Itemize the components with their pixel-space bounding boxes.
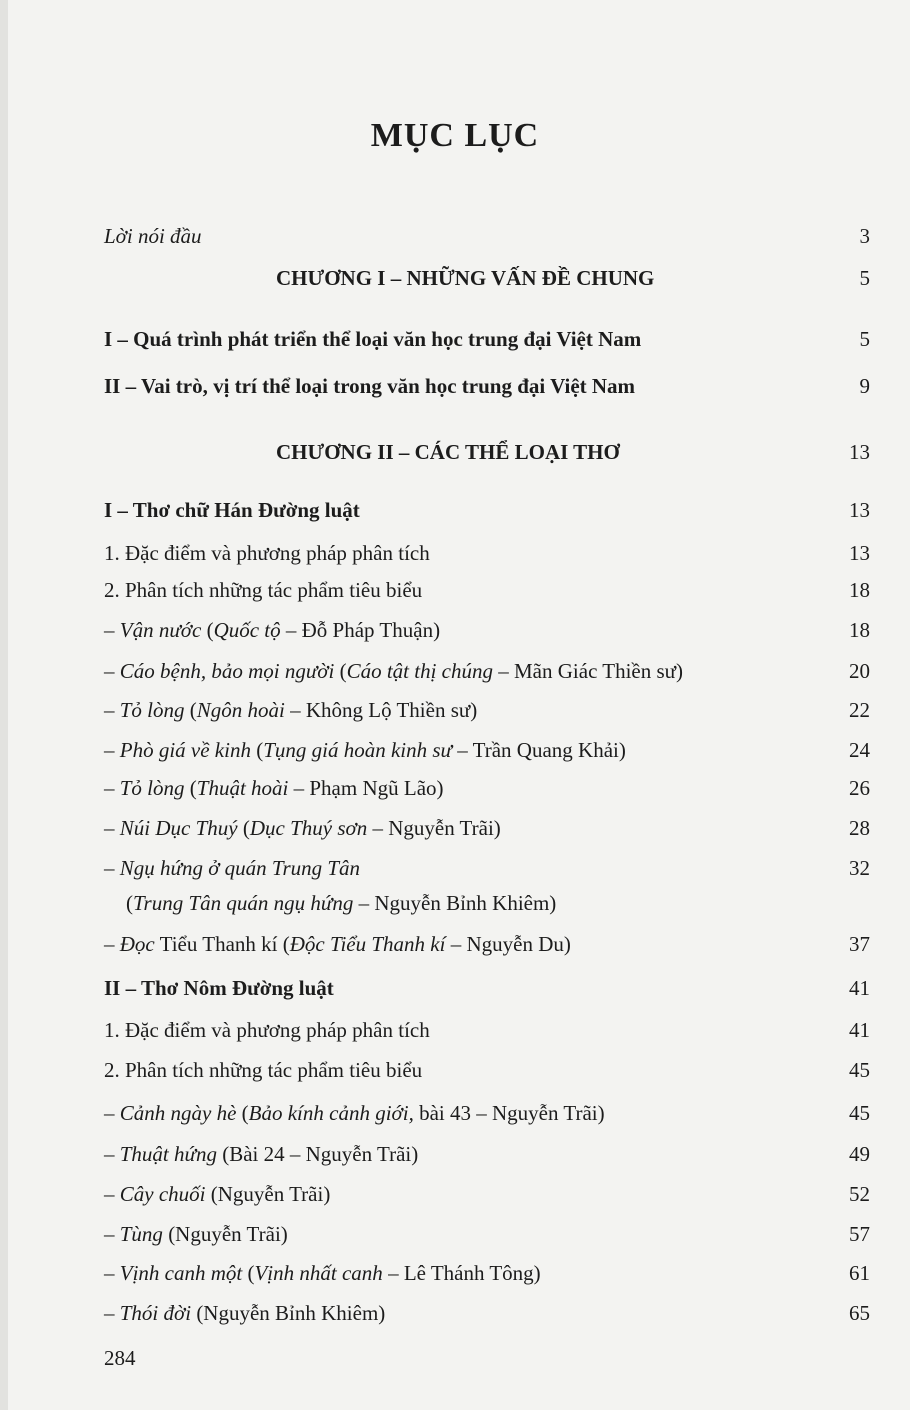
toc-entry-page: 13 xyxy=(849,498,870,522)
toc-entry-page: 41 xyxy=(849,1018,870,1042)
toc-poem-entry xyxy=(104,852,870,884)
toc-entry-page: 13 xyxy=(849,440,870,464)
toc-poem-entry xyxy=(104,734,870,766)
page-title: MỤC LỤC xyxy=(370,117,540,154)
toc-entry-title: – Thói đời (Nguyễn Bỉnh Khiêm) xyxy=(104,1301,386,1325)
toc-entry-page: 26 xyxy=(849,776,870,800)
toc-poem-entry xyxy=(104,614,870,646)
toc-entry-page: 20 xyxy=(849,659,870,683)
toc-entry-page: 9 xyxy=(859,374,870,398)
toc-entry-page: 37 xyxy=(849,932,870,956)
toc-entry xyxy=(104,1014,870,1046)
toc-entry-title: (Trung Tân quán ngụ hứng – Nguyễn Bỉnh Khiêm) xyxy=(126,891,557,915)
toc-poem-entry xyxy=(104,694,870,726)
toc-entry-page: 45 xyxy=(849,1101,870,1125)
toc-entry xyxy=(104,1054,870,1086)
toc-section-heading xyxy=(104,494,870,526)
toc-entry-title: Lời nói đầu xyxy=(104,224,202,248)
toc-poem-entry xyxy=(104,1218,870,1250)
toc-entry-page: 57 xyxy=(849,1222,870,1246)
toc-entry-page: 28 xyxy=(849,816,870,840)
toc-poem-entry xyxy=(104,1138,870,1170)
toc-entry-page: 41 xyxy=(849,976,870,1000)
toc-entry-title: – Tùng (Nguyễn Trãi) xyxy=(104,1222,288,1246)
toc-entry-title: I – Thơ chữ Hán Đường luật xyxy=(104,498,360,522)
toc-entry-title: – Cảnh ngày hè (Bảo kính cảnh giới, bài 43 – Nguyễn Trãi) xyxy=(104,1101,605,1125)
page-edge-shadow xyxy=(0,0,8,1410)
toc-poem-entry xyxy=(104,1178,870,1210)
toc-entry-page: 24 xyxy=(849,738,870,762)
toc-entry-title: 2. Phân tích những tác phẩm tiêu biểu xyxy=(104,578,423,602)
toc-entry-title: 1. Đặc điểm và phương pháp phân tích xyxy=(104,1018,430,1042)
toc-entry-title: CHƯƠNG I – NHỮNG VẤN ĐỀ CHUNG xyxy=(276,266,655,290)
toc-entry-title: – Phò giá về kinh (Tụng giá hoàn kinh sư – Trần Quang Khải) xyxy=(104,738,626,762)
toc-entry-title: – Vịnh canh một (Vịnh nhất canh – Lê Thánh Tông) xyxy=(104,1261,541,1285)
toc-entry-page: 5 xyxy=(859,327,870,351)
toc-entry-page: 49 xyxy=(849,1142,870,1166)
toc-poem-entry xyxy=(104,772,870,804)
toc-poem-entry xyxy=(104,1257,870,1289)
toc-entry-page: 61 xyxy=(849,1261,870,1285)
toc-entry-title: – Thuật hứng (Bài 24 – Nguyễn Trãi) xyxy=(104,1142,419,1166)
toc-poem-entry-continuation xyxy=(104,887,870,919)
toc-entry-title: – Tỏ lòng (Thuật hoài – Phạm Ngũ Lão) xyxy=(104,776,444,800)
toc-chapter-heading xyxy=(104,262,870,294)
page-number: 284 xyxy=(104,1346,136,1370)
toc-section-heading xyxy=(104,972,870,1004)
toc-entry xyxy=(104,574,870,606)
toc-entry-title: 2. Phân tích những tác phẩm tiêu biểu xyxy=(104,1058,423,1082)
toc-entry-title: – Ngụ hứng ở quán Trung Tân xyxy=(104,856,361,880)
toc-entry-title: – Tỏ lòng (Ngôn hoài – Không Lộ Thiền sư) xyxy=(104,698,478,722)
toc-entry xyxy=(104,220,870,252)
toc-entry-page: 3 xyxy=(859,224,870,248)
toc-entry-page: 65 xyxy=(849,1301,870,1325)
toc-section-heading xyxy=(104,323,870,355)
toc-entry-title: II – Vai trò, vị trí thể loại trong văn học trung đại Việt Nam xyxy=(104,374,636,398)
toc-entry-title: II – Thơ Nôm Đường luật xyxy=(104,976,334,1000)
toc-entry-title: – Đọc Tiểu Thanh kí (Độc Tiểu Thanh kí – Nguyễn Du) xyxy=(104,932,571,956)
toc-entry-page: 52 xyxy=(849,1182,870,1206)
toc-poem-entry xyxy=(104,928,870,960)
toc-entry-page: 32 xyxy=(849,856,870,880)
toc-entry-title: I – Quá trình phát triển thể loại văn học trung đại Việt Nam xyxy=(104,327,642,351)
toc-poem-entry xyxy=(104,1297,870,1329)
toc-entry xyxy=(104,537,870,569)
toc-poem-entry xyxy=(104,812,870,844)
toc-entry-title: – Vận nước (Quốc tộ – Đỗ Pháp Thuận) xyxy=(104,618,441,642)
toc-entry-page: 13 xyxy=(849,541,870,565)
toc-poem-entry xyxy=(104,1097,870,1129)
toc-entry-title: – Cây chuối (Nguyễn Trãi) xyxy=(104,1182,331,1206)
toc-entry-page: 18 xyxy=(849,618,870,642)
toc-chapter-heading xyxy=(104,436,870,468)
toc-entry-page: 22 xyxy=(849,698,870,722)
toc-entry-title: – Núi Dục Thuý (Dục Thuý sơn – Nguyễn Trãi) xyxy=(104,816,501,840)
toc-entry-title: CHƯƠNG II – CÁC THỂ LOẠI THƠ xyxy=(276,440,620,464)
toc-poem-entry xyxy=(104,655,870,687)
toc-entry-title: 1. Đặc điểm và phương pháp phân tích xyxy=(104,541,430,565)
toc-entry-page: 45 xyxy=(849,1058,870,1082)
toc-entry-page: 18 xyxy=(849,578,870,602)
toc-section-heading xyxy=(104,370,870,402)
toc-entry-page: 5 xyxy=(859,266,870,290)
toc-entry-title: – Cáo bệnh, bảo mọi người (Cáo tật thị chúng – Mãn Giác Thiền sư) xyxy=(104,659,684,683)
